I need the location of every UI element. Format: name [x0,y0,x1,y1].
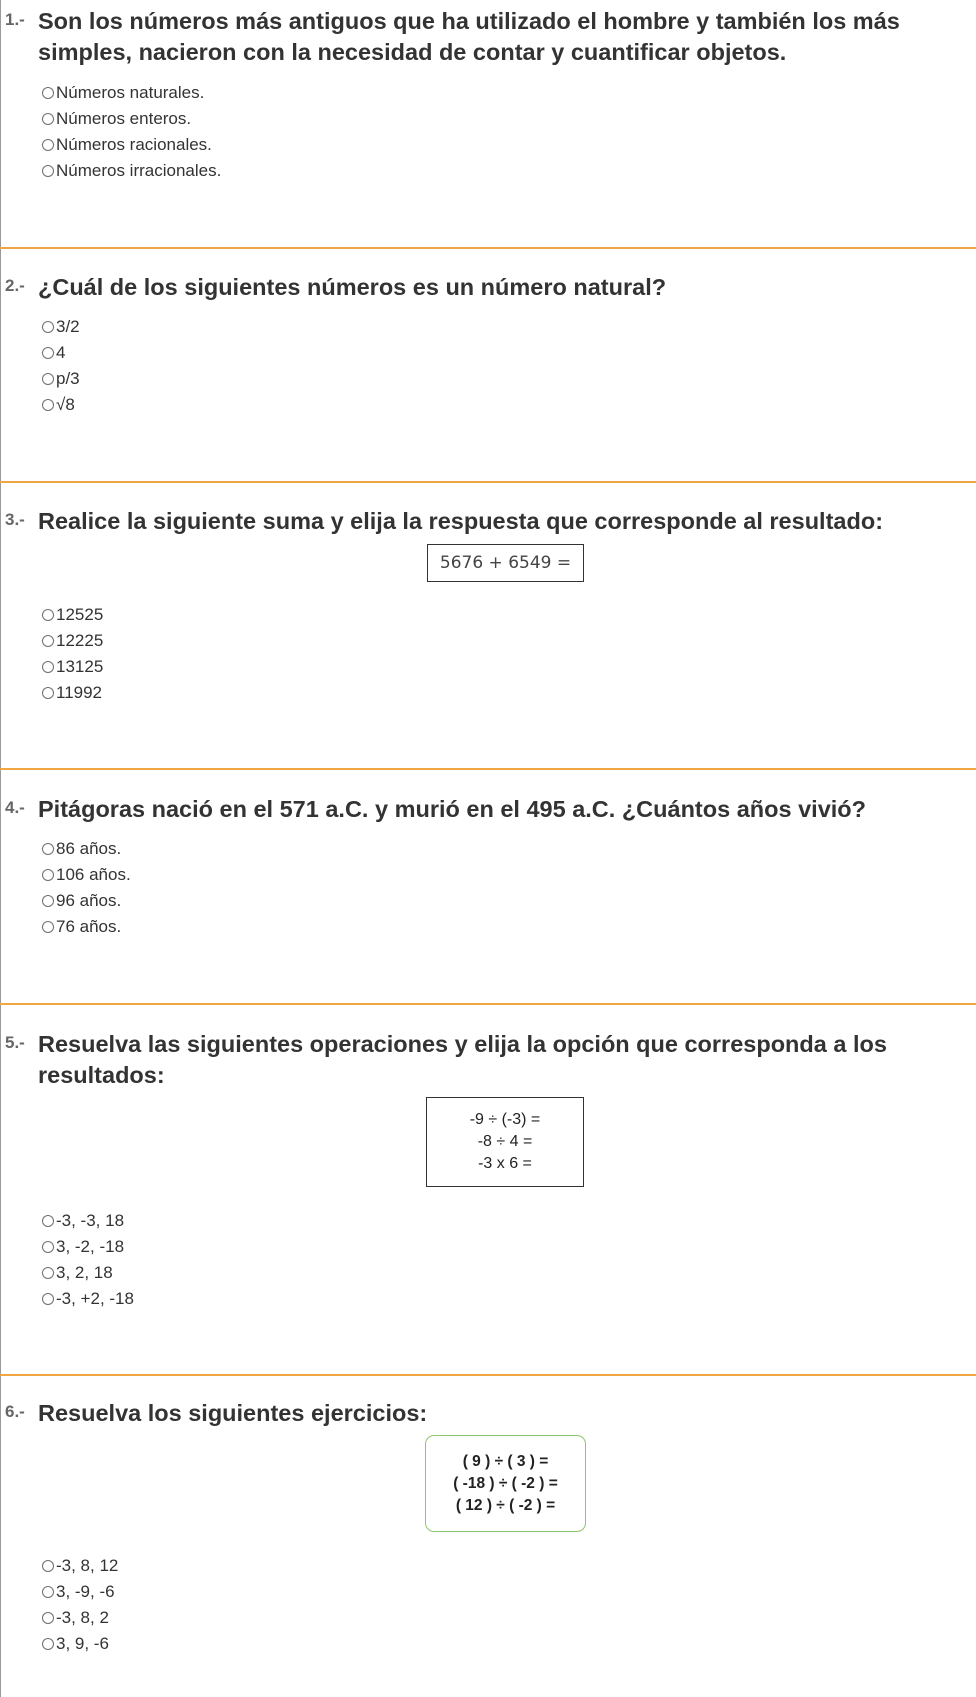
expression-box [426,1097,584,1187]
expression-line: -9 ÷ (-3) = [469,1111,541,1128]
radio-button[interactable] [42,1612,54,1624]
expression-line: ( -18 ) ÷ ( -2 ) = [453,1474,558,1492]
answer-option-label: Números enteros. [56,109,192,128]
radio-button[interactable] [42,843,54,855]
answer-option-label: 13125 [56,657,104,676]
answer-option-label: 3, -9, -6 [56,1582,115,1601]
answer-option[interactable] [42,836,131,862]
expression-line: 5676 + 6549 = [439,553,572,573]
answer-option-label: -3, 8, 2 [56,1608,109,1627]
radio-button[interactable] [42,687,54,699]
answer-option[interactable] [42,1234,134,1260]
answer-option[interactable] [42,602,103,628]
answer-option-label: 3, -2, -18 [56,1237,125,1256]
radio-button[interactable] [42,1215,54,1227]
answer-options [42,602,103,706]
question-text: Son los números más antiguos que ha utilizado el hombre y también los más simples, nacieron con la necesidad de contar y cuantificar objetos. [38,8,900,65]
answer-option[interactable] [42,392,80,418]
answer-option[interactable] [42,1286,134,1312]
answer-option[interactable] [42,340,80,366]
radio-button[interactable] [42,347,54,359]
answer-option[interactable] [42,654,103,680]
radio-button[interactable] [42,609,54,621]
expression-line: -8 ÷ 4 = [477,1133,533,1150]
answer-option-label: -3, +2, -18 [56,1289,134,1308]
answer-option-label: 12525 [56,605,104,624]
question-text: Realice la siguiente suma y elija la respuesta que corresponde al resultado: [38,508,884,534]
answer-option-label: √8 [56,395,75,414]
answer-options [42,1208,134,1312]
answer-option[interactable] [42,862,131,888]
answer-option[interactable] [42,366,80,392]
radio-button[interactable] [42,1241,54,1253]
page-frame-left-border [0,0,1,1697]
expression-box [425,1435,586,1532]
question-divider [0,481,976,483]
answer-option-label: Números naturales. [56,83,205,102]
answer-option[interactable] [42,1260,134,1286]
answer-options [42,80,221,184]
question-number: 3.- [5,510,25,529]
answer-option[interactable] [42,1579,118,1605]
question-text: Resuelva las siguientes operaciones y elija la opción que corresponda a los resultados: [38,1031,887,1088]
question-text: Pitágoras nació en el 571 a.C. y murió en el 495 a.C. ¿Cuántos años vivió? [38,796,866,822]
question-number: 2.- [5,276,25,295]
question-text: ¿Cuál de los siguientes números es un número natural? [38,274,667,300]
radio-button[interactable] [42,895,54,907]
answer-option-label: 3, 9, -6 [56,1634,109,1653]
answer-options [42,836,131,940]
radio-button[interactable] [42,399,54,411]
radio-button[interactable] [42,165,54,177]
answer-option-label: 76 años. [56,917,122,936]
answer-option[interactable] [42,1605,118,1631]
answer-options [42,314,80,418]
radio-button[interactable] [42,373,54,385]
answer-option[interactable] [42,132,221,158]
question-number: 6.- [5,1402,25,1421]
answer-option-label: -3, -3, 18 [56,1211,125,1230]
answer-option[interactable] [42,914,131,940]
radio-button[interactable] [42,921,54,933]
answer-option-label: -3, 8, 12 [56,1556,119,1575]
answer-option-label: 12225 [56,631,104,650]
radio-button[interactable] [42,661,54,673]
expression-line: ( 9 ) ÷ ( 3 ) = [462,1452,549,1470]
radio-button[interactable] [42,321,54,333]
expression-box [427,544,584,582]
radio-button[interactable] [42,869,54,881]
radio-button[interactable] [42,1586,54,1598]
expression-line: -3 x 6 = [478,1155,532,1172]
answer-option-label: 106 años. [56,865,131,884]
answer-option[interactable] [42,314,80,340]
question-divider [0,1374,976,1376]
answer-option-label: Números racionales. [56,135,212,154]
answer-option[interactable] [42,1631,118,1657]
answer-option[interactable] [42,680,103,706]
expression-line: ( 12 ) ÷ ( -2 ) = [455,1496,556,1514]
question-text: Resuelva los siguientes ejercicios: [38,1400,428,1426]
question-divider [0,1003,976,1005]
answer-option-label: 3/2 [56,317,80,336]
answer-option-label: 11992 [56,683,103,702]
radio-button[interactable] [42,113,54,125]
answer-option[interactable] [42,1208,134,1234]
radio-button[interactable] [42,635,54,647]
answer-option[interactable] [42,888,131,914]
answer-option-label: 96 años. [56,891,122,910]
answer-option-label: Números irracionales. [56,161,222,180]
radio-button[interactable] [42,1267,54,1279]
question-divider [0,768,976,770]
answer-option-label: 4 [56,343,66,362]
answer-option[interactable] [42,80,221,106]
answer-option[interactable] [42,106,221,132]
question-divider [0,247,976,249]
radio-button[interactable] [42,1638,54,1650]
answer-option-label: 86 años. [56,839,122,858]
answer-options [42,1553,118,1657]
answer-option-label: p/3 [56,369,80,388]
answer-option[interactable] [42,1553,118,1579]
radio-button[interactable] [42,1293,54,1305]
radio-button[interactable] [42,139,54,151]
answer-option[interactable] [42,158,221,184]
question-number: 5.- [5,1033,25,1052]
answer-option-label: 3, 2, 18 [56,1263,113,1282]
radio-button[interactable] [42,87,54,99]
radio-button[interactable] [42,1560,54,1572]
answer-option[interactable] [42,628,103,654]
question-number: 4.- [5,798,25,817]
question-number: 1.- [5,10,25,29]
